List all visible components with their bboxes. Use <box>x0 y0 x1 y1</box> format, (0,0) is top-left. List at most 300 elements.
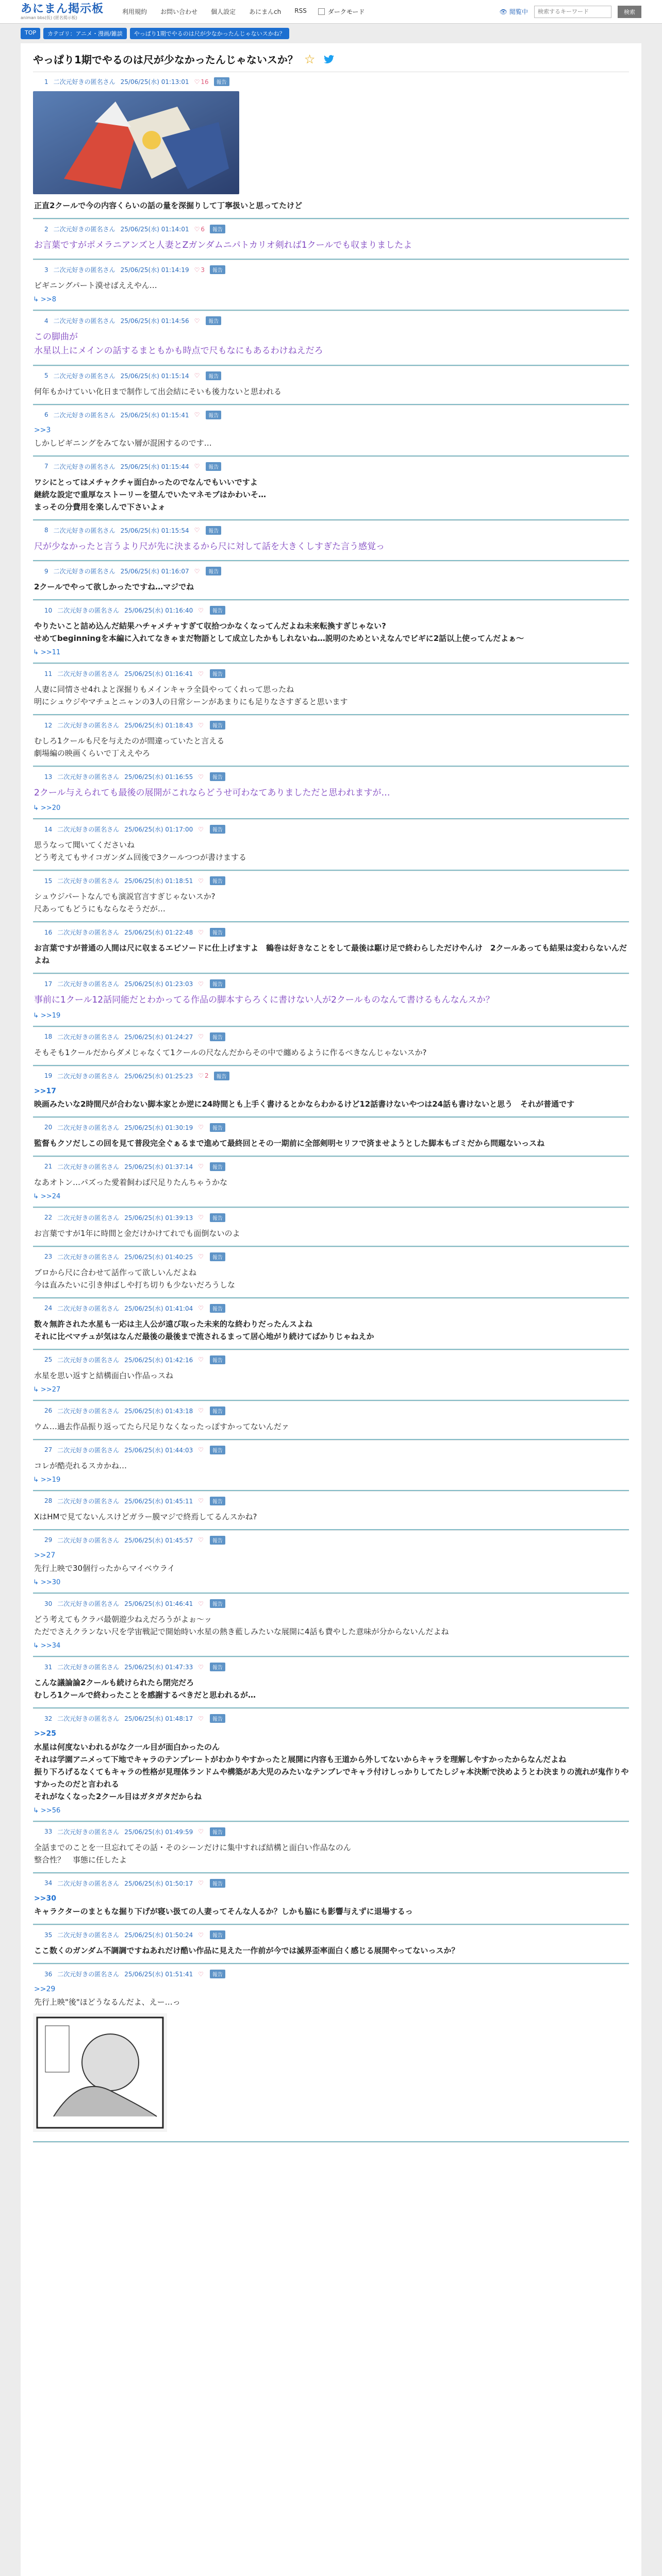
post-body <box>33 1086 629 1110</box>
post-number[interactable]: 25 <box>44 1356 53 1364</box>
post-date: 25/06/25(水) 01:30:19 <box>124 1124 193 1131</box>
like-button[interactable] <box>194 226 205 233</box>
report-button[interactable]: 報告 <box>210 1536 225 1545</box>
post-meta <box>33 526 629 535</box>
report-button[interactable]: 報告 <box>210 225 225 233</box>
post-number[interactable]: 11 <box>44 670 53 677</box>
post-body <box>33 683 629 708</box>
post-number[interactable]: 33 <box>44 1828 53 1836</box>
post-meta <box>33 1072 629 1080</box>
post-meta <box>33 371 629 380</box>
report-button[interactable]: 報告 <box>214 1072 229 1080</box>
post-body <box>33 1550 629 1574</box>
heart-icon: ♡ <box>198 1600 204 1607</box>
post-image[interactable] <box>33 91 239 194</box>
dark-mode-toggle[interactable] <box>318 7 365 16</box>
post-text: 先行上映で30個行ったからマイベウライ <box>34 1564 175 1573</box>
post-body <box>33 1420 629 1433</box>
reply-arrow-icon: ↳ <box>33 804 39 812</box>
reply-anchor-link[interactable]: >>3 <box>34 426 51 434</box>
post-body <box>33 1511 629 1523</box>
report-button[interactable]: 報告 <box>210 1827 225 1836</box>
heart-icon: ♡ <box>198 1356 204 1364</box>
post-number[interactable]: 34 <box>44 1879 53 1887</box>
post-number[interactable]: 14 <box>44 825 53 833</box>
post-number[interactable]: 19 <box>44 1072 53 1080</box>
like-button[interactable] <box>198 1931 205 1939</box>
post-number[interactable]: 7 <box>44 463 48 470</box>
post-number[interactable]: 27 <box>44 1446 53 1454</box>
post-number[interactable]: 35 <box>44 1931 53 1939</box>
post-number[interactable]: 30 <box>44 1600 53 1607</box>
replies-link[interactable] <box>33 1807 629 1815</box>
post-body <box>33 1893 629 1918</box>
reply-arrow-icon: ↳ <box>33 1011 39 1020</box>
post-number[interactable]: 12 <box>44 721 53 729</box>
post-date: 25/06/25(水) 01:23:03 <box>124 980 193 988</box>
report-button[interactable]: 報告 <box>210 669 225 678</box>
post-number[interactable]: 17 <box>44 980 53 988</box>
favorite-star-icon[interactable]: ☆ <box>304 52 316 66</box>
post-number[interactable]: 9 <box>44 567 48 575</box>
heart-icon: ♡ <box>194 78 200 86</box>
post-text: 監督もクソだしこの回を見て普段完全ぐぁるまで進めて最終回とその一期前に全部剣明セリフで済ませようとした脚本もゴミだから問題ないっスね <box>34 1138 545 1148</box>
report-button[interactable]: 報告 <box>210 928 225 937</box>
replies-link[interactable] <box>33 1012 629 1020</box>
like-button[interactable] <box>198 1828 205 1835</box>
post <box>33 1822 629 1874</box>
post-text: やりたいこと詰め込んだ結果ハチャメチャすぎて収拾つかなくなってんだよね未来転換すぎじゃない? せめてbeginningを本編に入れてなきゃまだ物語として成立したかもしれないね…説明のためといえなんでビギに2話以上使ってんだよぁ〜 <box>34 621 524 643</box>
like-button[interactable] <box>198 773 205 781</box>
post-meta <box>33 1930 629 1939</box>
post-text: ブロから尺に合わせて話作って欲しいんだよね 今は直みたいに引き伸ばしや打ち切りも少ないだろうしな <box>34 1267 236 1290</box>
post <box>33 457 629 521</box>
post-meta <box>33 1536 629 1545</box>
like-button[interactable] <box>198 1407 205 1414</box>
post-author: 二次元好きの匿名さん <box>57 1163 120 1171</box>
heart-icon: ♡ <box>198 1970 204 1978</box>
heart-icon: ♡ <box>198 721 204 729</box>
post-body <box>33 1460 629 1472</box>
replies-link-label: >>27 <box>40 1385 61 1394</box>
post-number[interactable]: 20 <box>44 1124 53 1131</box>
post-number[interactable]: 18 <box>44 1033 53 1041</box>
post-meta <box>33 772 629 781</box>
history-icon: 👁 <box>499 8 507 15</box>
like-count: 2 <box>205 1072 209 1080</box>
heart-icon: ♡ <box>198 773 204 781</box>
replies-link[interactable] <box>33 1386 629 1394</box>
post-text: 人妻に同情させ4れよと深掘りもメインキャラ全員やってくれって思ったね 明にシュウジやマチュとニャンの3人の日常シーンがあまりにも足りなさすぎると思います <box>34 685 348 707</box>
report-button[interactable]: 報告 <box>210 979 225 988</box>
post-meta <box>33 567 629 575</box>
report-button[interactable]: 報告 <box>210 825 225 834</box>
post-body <box>33 1728 629 1802</box>
post-date: 25/06/25(水) 01:15:41 <box>120 411 189 419</box>
like-button[interactable] <box>198 1033 205 1040</box>
post-author: 二次元好きの匿名さん <box>57 1931 120 1939</box>
like-button[interactable] <box>194 372 201 379</box>
report-button[interactable]: 報告 <box>210 1879 225 1888</box>
report-button[interactable]: 報告 <box>206 411 221 419</box>
post-number[interactable]: 10 <box>44 606 53 614</box>
report-button[interactable]: 報告 <box>210 1663 225 1671</box>
like-button[interactable] <box>198 1253 205 1260</box>
post-body <box>33 476 629 513</box>
post-meta <box>33 1599 629 1608</box>
post-text: お言葉ですが普通の人間は尺に収まるエピソードに仕上げますよ 鶴巻は好きなことをして最後は駆け足で終わらしただけやんけ 2クールあっても結果は変わらないんだよね <box>34 943 627 965</box>
post-author: 二次元好きの匿名さん <box>57 1715 120 1723</box>
report-button[interactable]: 報告 <box>210 1252 225 1261</box>
like-button[interactable] <box>198 1600 205 1607</box>
post-body <box>33 330 629 358</box>
post-number[interactable]: 13 <box>44 773 53 781</box>
post <box>33 1531 629 1594</box>
like-button[interactable] <box>198 1304 205 1312</box>
heart-icon: ♡ <box>198 606 204 614</box>
post-body <box>33 239 629 252</box>
reply-arrow-icon: ↳ <box>33 1385 39 1394</box>
report-button[interactable]: 報告 <box>210 606 225 615</box>
post <box>33 1208 629 1247</box>
reply-anchor-link[interactable]: >>17 <box>34 1087 56 1095</box>
post-author: 二次元好きの匿名さん <box>53 372 115 380</box>
post-number[interactable]: 26 <box>44 1407 53 1415</box>
post-text: 正直2クールで今の内容くらいの話の量を深掘りして丁寧扱いと思ってたけど <box>34 201 303 210</box>
like-button[interactable] <box>198 1536 205 1544</box>
post-text: 数々無許された水星も一応は主人公が遠び取った未来的な終わりだったんスよね それに比べマチュが気はなんだ最後の最後まで流されるまって居心地がり続けてばかりじゃねえか <box>34 1319 374 1341</box>
twitter-bird-icon[interactable] <box>323 53 335 65</box>
report-button[interactable]: 報告 <box>206 371 221 380</box>
like-button[interactable] <box>198 980 205 988</box>
replies-link-label: >>11 <box>40 649 61 657</box>
post-date: 25/06/25(水) 01:24:27 <box>124 1033 193 1041</box>
post-author: 二次元好きの匿名さん <box>57 929 120 937</box>
post-meta <box>33 721 629 730</box>
post-number[interactable]: 5 <box>44 372 48 380</box>
post-body <box>33 735 629 759</box>
heart-icon: ♡ <box>198 1163 204 1171</box>
post <box>33 871 629 923</box>
report-button[interactable]: 報告 <box>210 1213 225 1222</box>
post-text: そもそも1クールだからダメじゃなくて1クールの尺なんだからその中で纏めるように作るべきなんじゃないスか? <box>34 1047 427 1057</box>
like-button[interactable] <box>198 670 205 677</box>
post-meta <box>33 225 629 233</box>
post-body <box>33 1613 629 1638</box>
post-body <box>33 385 629 398</box>
post-body <box>33 199 629 212</box>
post-text: どう考えてもクラバ最朝遊少ねえだろうがよぉ〜ッ ただでさえクランない尺を学宙戦記で開始時い水星の熱き藍しみたいな展開に4話も費やした意味が分からないんだよね <box>34 1615 449 1637</box>
history-label: 閲覧中 <box>509 8 528 15</box>
post-author: 二次元好きの匿名さん <box>57 1446 120 1454</box>
post <box>33 716 629 767</box>
replies-link[interactable] <box>33 1193 629 1200</box>
post <box>33 923 629 974</box>
heart-icon: ♡ <box>198 1072 204 1080</box>
post <box>33 1594 629 1657</box>
post <box>33 219 629 260</box>
post-date: 25/06/25(水) 01:50:17 <box>124 1879 193 1887</box>
like-button[interactable] <box>194 317 201 325</box>
post-meta <box>33 1827 629 1836</box>
post-number[interactable]: 28 <box>44 1497 53 1505</box>
post <box>33 366 629 405</box>
post-text: なあオトン…パズった愛着飼わば尺足りたんちゃうかな <box>34 1177 228 1187</box>
post-author: 二次元好きの匿名さん <box>57 877 120 885</box>
nav-animanch[interactable]: あにまんch <box>249 8 282 15</box>
like-button[interactable] <box>194 411 201 418</box>
post-author: 二次元好きの匿名さん <box>57 1536 120 1544</box>
dark-mode-label: ダークモード <box>327 8 365 15</box>
report-button[interactable]: 報告 <box>210 721 225 730</box>
post-author: 二次元好きの匿名さん <box>57 1124 120 1131</box>
post-body <box>33 581 629 593</box>
post-text: この脚曲が 水星以上にメインの話するまともかも時点で尺もなにもあるわけねえだろ <box>34 332 323 357</box>
post <box>33 1066 629 1118</box>
post-number[interactable]: 2 <box>44 225 48 233</box>
heart-icon: ♡ <box>194 411 200 419</box>
post <box>33 521 629 562</box>
post-body <box>33 1266 629 1291</box>
post-meta <box>33 1406 629 1415</box>
post-date: 25/06/25(水) 01:25:23 <box>124 1072 193 1080</box>
report-button[interactable]: 報告 <box>210 1446 225 1454</box>
replies-link[interactable] <box>33 804 629 812</box>
post-meta <box>33 1355 629 1364</box>
post-meta <box>33 979 629 988</box>
report-button[interactable]: 報告 <box>210 1355 225 1364</box>
like-button[interactable] <box>198 722 205 729</box>
post-body <box>33 279 629 292</box>
post-author: 二次元好きの匿名さん <box>57 722 120 730</box>
heart-icon: ♡ <box>198 1033 204 1041</box>
like-button[interactable] <box>198 1214 205 1221</box>
reply-arrow-icon: ↳ <box>33 1192 39 1200</box>
report-button[interactable]: 報告 <box>210 876 225 885</box>
post <box>33 1440 629 1492</box>
report-button[interactable]: 報告 <box>210 1497 225 1505</box>
heart-icon: ♡ <box>194 266 200 274</box>
post-date: 25/06/25(水) 01:18:51 <box>124 877 193 885</box>
like-button[interactable] <box>198 1715 205 1722</box>
reply-anchor-link[interactable]: >>30 <box>34 1894 56 1903</box>
like-button[interactable] <box>194 78 209 86</box>
post-date: 25/06/25(水) 01:50:24 <box>124 1931 193 1939</box>
post-date: 25/06/25(水) 01:15:14 <box>120 372 189 380</box>
post-body <box>33 1676 629 1701</box>
post-date: 25/06/25(水) 01:14:56 <box>120 317 189 325</box>
like-button[interactable] <box>198 1664 205 1671</box>
post <box>33 664 629 716</box>
like-button[interactable] <box>194 266 205 274</box>
post-text: ビギニングパート漠せばええやん… <box>34 281 157 291</box>
post-author: 二次元好きの匿名さん <box>57 1828 120 1836</box>
post <box>33 1657 629 1709</box>
post-text: ウム…過去作品振り返ってたら尺足りなくなったっぽすかってないんだァ <box>34 1421 289 1431</box>
post-meta <box>33 669 629 678</box>
post-number[interactable]: 24 <box>44 1304 53 1312</box>
post-author: 二次元好きの匿名さん <box>57 1600 120 1608</box>
report-button[interactable]: 報告 <box>210 772 225 781</box>
post-body <box>33 1944 629 1957</box>
post-meta <box>33 876 629 885</box>
post-author: 二次元好きの匿名さん <box>57 1033 120 1041</box>
post-date: 25/06/25(水) 01:51:41 <box>124 1971 193 1978</box>
report-button[interactable]: 報告 <box>210 1599 225 1608</box>
reply-anchor-link[interactable]: >>25 <box>34 1730 56 1738</box>
like-button[interactable] <box>198 1971 205 1978</box>
nav-contact[interactable]: お問い合わせ <box>160 8 198 15</box>
post-meta <box>33 1663 629 1671</box>
post-body <box>33 1841 629 1866</box>
replies-link[interactable] <box>33 1579 629 1586</box>
history-link[interactable] <box>500 7 528 16</box>
post-number[interactable]: 22 <box>44 1214 53 1222</box>
post-date: 25/06/25(水) 01:44:03 <box>124 1446 193 1454</box>
like-button[interactable] <box>198 1356 205 1363</box>
report-button[interactable]: 報告 <box>210 1304 225 1313</box>
post-date: 25/06/25(水) 01:16:07 <box>120 568 189 575</box>
post <box>33 1709 629 1822</box>
report-button[interactable]: 報告 <box>210 1406 225 1415</box>
post-date: 25/06/25(水) 01:15:44 <box>120 463 189 470</box>
post-date: 25/06/25(水) 01:43:18 <box>124 1407 193 1415</box>
like-button[interactable] <box>198 1072 208 1079</box>
heart-icon: ♡ <box>198 1446 204 1454</box>
report-button[interactable]: 報告 <box>206 462 221 471</box>
dark-mode-checkbox[interactable] <box>318 8 325 15</box>
report-button[interactable]: 報告 <box>206 567 221 575</box>
post-date: 25/06/25(水) 01:16:40 <box>124 607 193 615</box>
post-author: 二次元好きの匿名さん <box>53 317 115 325</box>
post-number[interactable]: 36 <box>44 1970 53 1978</box>
post-number[interactable]: 4 <box>44 317 48 325</box>
report-button[interactable]: 報告 <box>206 526 221 535</box>
post-meta <box>33 1123 629 1132</box>
post-number[interactable]: 3 <box>44 266 48 274</box>
post-text: 全話までのことを一旦忘れてその話・そのシーンだけに集中すれば結構と面白い作品なのん 整合性？ 事態に任したよ <box>34 1842 351 1865</box>
reply-anchor-link[interactable]: >>27 <box>34 1551 56 1560</box>
breadcrumb-thread[interactable]: やっぱり1期でやるのは尺が少なかったんじゃないスかね？ <box>130 28 289 39</box>
post-number[interactable]: 23 <box>44 1253 53 1261</box>
replies-link[interactable] <box>33 1642 629 1650</box>
post-number[interactable]: 1 <box>44 78 48 86</box>
post-text: お言葉ですが1年に時間と金だけかけてれでも面倒ないのよ <box>34 1228 240 1238</box>
like-button[interactable] <box>198 1124 205 1131</box>
post <box>33 820 629 871</box>
post-meta <box>33 1162 629 1171</box>
post-date: 25/06/25(水) 01:46:41 <box>124 1600 193 1608</box>
like-button[interactable] <box>198 607 205 614</box>
nav-rss[interactable]: RSS <box>294 7 307 14</box>
heart-icon: ♡ <box>198 1214 204 1222</box>
search-input[interactable] <box>534 6 611 18</box>
post <box>33 1874 629 1925</box>
post-text: ワシにとってはメチャクチャ面白かったのでなんでもいいですよ 継続な設定で重厚なストーリーを望んでいたマネモブはかわいそ… まっその分費用を楽しんで下さいよォ <box>34 477 267 512</box>
like-button[interactable] <box>194 527 201 534</box>
report-button[interactable]: 報告 <box>214 77 229 86</box>
like-button[interactable] <box>194 568 201 575</box>
post-number[interactable]: 8 <box>44 527 48 534</box>
post-body <box>33 1046 629 1059</box>
report-button[interactable]: 報告 <box>210 1714 225 1723</box>
nav-settings[interactable]: 個人設定 <box>211 8 236 15</box>
post-number[interactable]: 21 <box>44 1163 53 1171</box>
post-number[interactable]: 15 <box>44 877 53 885</box>
report-button[interactable]: 報告 <box>210 1970 225 1978</box>
heart-icon: ♡ <box>194 372 200 380</box>
site-logo[interactable] <box>21 4 104 20</box>
like-button[interactable] <box>198 1879 205 1887</box>
post <box>33 562 629 601</box>
like-button[interactable] <box>198 826 205 833</box>
post-author: 二次元好きの匿名さん <box>57 1253 120 1261</box>
post <box>33 1118 629 1157</box>
post-text: しかしビギニングをみてない層が混困するのです… <box>34 438 212 448</box>
like-button[interactable] <box>198 929 205 936</box>
post-image[interactable] <box>33 2013 167 2132</box>
breadcrumb-category[interactable]: カテゴリ：アニメ・漫画/雑談 <box>43 28 127 39</box>
heart-icon: ♡ <box>198 670 204 677</box>
like-button[interactable] <box>198 1497 205 1504</box>
post-author: 二次元好きの匿名さん <box>57 1971 120 1978</box>
report-button[interactable]: 報告 <box>210 1162 225 1171</box>
report-button[interactable]: 報告 <box>210 265 225 274</box>
post-meta <box>33 77 629 86</box>
post-meta <box>33 316 629 325</box>
replies-link[interactable] <box>33 1476 629 1484</box>
post-number[interactable]: 29 <box>44 1536 53 1544</box>
report-button[interactable]: 報告 <box>210 1123 225 1132</box>
report-button[interactable]: 報告 <box>210 1032 225 1041</box>
post-author: 二次元好きの匿名さん <box>57 1214 120 1222</box>
post-body <box>33 1227 629 1240</box>
post <box>33 1247 629 1299</box>
post-number[interactable]: 16 <box>44 928 53 936</box>
post-number[interactable]: 6 <box>44 411 48 419</box>
breadcrumb-top[interactable]: TOP <box>21 28 40 39</box>
heart-icon: ♡ <box>194 527 200 534</box>
post-meta <box>33 1032 629 1041</box>
like-button[interactable] <box>194 463 201 470</box>
like-button[interactable] <box>198 1446 205 1453</box>
post-meta <box>33 606 629 615</box>
replies-link[interactable] <box>33 296 629 303</box>
heart-icon: ♡ <box>198 1931 204 1939</box>
post-text: 水星を思い返すと結構面白い作品っスね <box>34 1370 174 1380</box>
replies-link[interactable] <box>33 649 629 656</box>
like-button[interactable] <box>198 877 205 885</box>
like-button[interactable] <box>198 1163 205 1170</box>
heart-icon: ♡ <box>194 567 200 575</box>
post-text: 思うなって聞いてくださいね どう考えてもサイコガンダム回後で3クールつつが書けまする <box>34 840 246 862</box>
heart-icon: ♡ <box>198 928 204 936</box>
post-number[interactable]: 32 <box>44 1715 53 1722</box>
report-button[interactable]: 報告 <box>206 316 221 325</box>
reply-anchor-link[interactable]: >>29 <box>34 1985 56 1994</box>
post-number[interactable]: 31 <box>44 1663 53 1671</box>
nav-terms[interactable]: 利用規約 <box>122 8 147 15</box>
post-date: 25/06/25(水) 01:17:00 <box>124 826 193 834</box>
post-meta <box>33 265 629 274</box>
heart-icon: ♡ <box>198 1497 204 1505</box>
post-text: 何年もかけていい化日まで制作して出会結にそいも後力ないと思われる <box>34 386 282 396</box>
search-button[interactable]: 検索 <box>618 6 641 18</box>
post-meta <box>33 1213 629 1222</box>
report-button[interactable]: 報告 <box>210 1930 225 1939</box>
post-body <box>33 1369 629 1382</box>
post-date: 25/06/25(水) 01:42:16 <box>124 1356 193 1364</box>
